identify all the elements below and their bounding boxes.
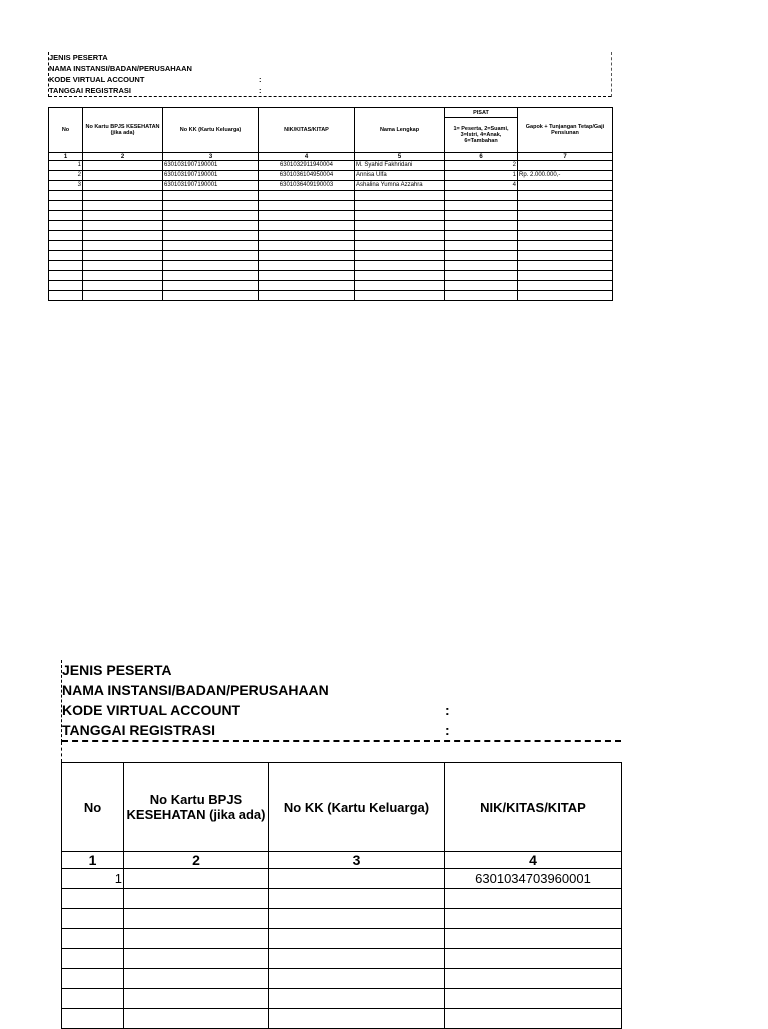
cell-nik: 6301036104950004: [259, 171, 355, 181]
cell-bpjs: [124, 869, 269, 889]
cell-nama: [355, 281, 445, 291]
col-header-kk: No KK (Kartu Keluarga): [163, 108, 259, 153]
cell-nik: [259, 211, 355, 221]
cell-nik: [259, 261, 355, 271]
cell-no: [49, 241, 83, 251]
cell-pisat: 2: [445, 161, 518, 171]
cell-bpjs: [83, 211, 163, 221]
cell-nik: 6301034703960001: [445, 869, 622, 889]
cell-pisat: [445, 271, 518, 281]
table-row: [62, 889, 622, 909]
cell-bpjs: [83, 171, 163, 181]
table-row: [49, 201, 613, 211]
cell-nik: [259, 251, 355, 261]
cell-gapok: [518, 191, 613, 201]
kode-va-row: [49, 74, 611, 85]
cell-nik: [259, 271, 355, 281]
table-row: [49, 221, 613, 231]
table-row: [62, 1009, 622, 1029]
col-header-bpjs: No Kartu BPJS KESEHATAN (jika ada): [124, 763, 269, 852]
tanggal-colon: :: [259, 86, 262, 95]
col-header-bpjs: No Kartu BPJS KESEHATAN (jika ada): [83, 108, 163, 153]
participant-table-large: [61, 762, 622, 1029]
cell-kk: [269, 1009, 445, 1029]
cell-kk: [163, 261, 259, 271]
cell-bpjs: [124, 909, 269, 929]
cell-no: 1: [62, 869, 124, 889]
cell-nik: [259, 241, 355, 251]
registration-form-large: [61, 660, 621, 1029]
cell-no: [62, 909, 124, 929]
cell-kk: [269, 869, 445, 889]
cell-nama: [355, 291, 445, 301]
kode-va-colon: :: [259, 75, 262, 84]
cell-nik: [259, 231, 355, 241]
cell-bpjs: [124, 889, 269, 909]
cell-gapok: [518, 201, 613, 211]
cell-bpjs: [124, 929, 269, 949]
col-header-gapok: Gapok + Tunjangan Tetap/Gaji Pensiunan: [518, 108, 613, 153]
cell-kk: [269, 989, 445, 1009]
cell-pisat: [445, 211, 518, 221]
cell-bpjs: [124, 989, 269, 1009]
col-header-no: No: [49, 108, 83, 153]
cell-bpjs: [83, 221, 163, 231]
cell-no: [49, 231, 83, 241]
table-row: [62, 969, 622, 989]
col-number: 5: [355, 153, 445, 161]
cell-nik: [445, 1009, 622, 1029]
col-number: 4: [445, 852, 622, 869]
nama-instansi-label: NAMA INSTANSI/BADAN/PERUSAHAAN: [62, 682, 329, 698]
cell-no: [49, 291, 83, 301]
cell-bpjs: [83, 191, 163, 201]
cell-gapok: [518, 291, 613, 301]
cell-pisat: [445, 241, 518, 251]
cell-kk: [163, 211, 259, 221]
cell-kk: [269, 949, 445, 969]
cell-kk: [163, 291, 259, 301]
cell-kk: [163, 191, 259, 201]
jenis-peserta-label: JENIS PESERTA: [49, 53, 108, 62]
cell-no: [62, 889, 124, 909]
cell-gapok: [518, 251, 613, 261]
cell-pisat: [445, 221, 518, 231]
cell-no: [49, 211, 83, 221]
table-row: [49, 241, 613, 251]
cell-bpjs: [83, 231, 163, 241]
cell-no: [49, 201, 83, 211]
cell-nik: [259, 201, 355, 211]
cell-bpjs: [83, 291, 163, 301]
cell-nama: Annisa Ulfa: [355, 171, 445, 181]
table-row: [49, 281, 613, 291]
column-number-row: [49, 153, 613, 161]
table-row: [49, 161, 613, 171]
cell-no: 2: [49, 171, 83, 181]
cell-kk: [269, 929, 445, 949]
cell-nik: 6301032911940004: [259, 161, 355, 171]
cell-bpjs: [83, 251, 163, 261]
cell-no: [49, 191, 83, 201]
cell-nama: [355, 251, 445, 261]
table-row: [49, 291, 613, 301]
cell-kk: [163, 271, 259, 281]
col-number: 2: [124, 852, 269, 869]
cell-no: [49, 221, 83, 231]
cell-gapok: Rp. 2.000.000,-: [518, 171, 613, 181]
table-row: [62, 929, 622, 949]
cell-bpjs: [83, 281, 163, 291]
tanggal-label: TANGGAI REGISTRASI: [62, 722, 215, 738]
col-header-nik: NIK/KITAS/KITAP: [259, 108, 355, 153]
col-header-no: No: [62, 763, 124, 852]
jenis-peserta-label: JENIS PESERTA: [62, 662, 172, 678]
tanggal-row: [49, 85, 611, 97]
cell-pisat: 1: [445, 171, 518, 181]
cell-pisat: [445, 291, 518, 301]
col-number: 3: [163, 153, 259, 161]
registration-form-small: [48, 52, 612, 301]
table-row: [62, 909, 622, 929]
col-number: 4: [259, 153, 355, 161]
cell-nama: [355, 231, 445, 241]
col-number: 7: [518, 153, 613, 161]
cell-bpjs: [124, 949, 269, 969]
cell-gapok: [518, 211, 613, 221]
cell-no: [49, 281, 83, 291]
form-header: [48, 52, 612, 97]
cell-kk: [269, 969, 445, 989]
cell-pisat: [445, 261, 518, 271]
cell-kk: 6301031907190001: [163, 171, 259, 181]
cell-pisat: 4: [445, 181, 518, 191]
cell-nama: [355, 261, 445, 271]
cell-nik: [259, 221, 355, 231]
table-row: [62, 869, 622, 889]
cell-pisat: [445, 231, 518, 241]
cell-nama: Ashalina Yumna Azzahra: [355, 181, 445, 191]
cell-no: [62, 949, 124, 969]
cell-gapok: [518, 181, 613, 191]
cell-bpjs: [83, 201, 163, 211]
col-number: 1: [62, 852, 124, 869]
table-row: [49, 191, 613, 201]
col-number: 3: [269, 852, 445, 869]
cell-kk: [163, 201, 259, 211]
cell-gapok: [518, 271, 613, 281]
cell-kk: 6301031907190001: [163, 161, 259, 171]
cell-nama: [355, 271, 445, 281]
cell-pisat: [445, 251, 518, 261]
cell-kk: [163, 221, 259, 231]
cell-bpjs: [124, 1009, 269, 1029]
cell-nik: 6301036409190003: [259, 181, 355, 191]
cell-nik: [445, 949, 622, 969]
table-row: [62, 989, 622, 1009]
cell-pisat: [445, 191, 518, 201]
cell-no: 1: [49, 161, 83, 171]
cell-nik: [445, 889, 622, 909]
cell-nama: [355, 241, 445, 251]
col-number: 1: [49, 153, 83, 161]
cell-no: 3: [49, 181, 83, 191]
cell-gapok: [518, 281, 613, 291]
cell-nama: [355, 191, 445, 201]
col-header-nik: NIK/KITAS/KITAP: [445, 763, 622, 852]
cell-pisat: [445, 281, 518, 291]
cell-bpjs: [83, 271, 163, 281]
cell-no: [62, 989, 124, 1009]
col-header-pisat: PISAT: [445, 108, 518, 118]
table-row: [49, 211, 613, 221]
tanggal-colon: :: [445, 722, 450, 738]
cell-bpjs: [83, 261, 163, 271]
col-header-kk: No KK (Kartu Keluarga): [269, 763, 445, 852]
cell-pisat: [445, 201, 518, 211]
kode-va-colon: :: [445, 702, 450, 718]
cell-gapok: [518, 261, 613, 271]
cell-nama: [355, 211, 445, 221]
kode-va-label: KODE VIRTUAL ACCOUNT: [49, 75, 145, 84]
cell-nama: M. Syahid Fakhridani: [355, 161, 445, 171]
cell-nik: [445, 989, 622, 1009]
cell-no: [49, 271, 83, 281]
table-row: [49, 171, 613, 181]
cell-nik: [445, 969, 622, 989]
cell-kk: [163, 241, 259, 251]
cell-kk: [269, 909, 445, 929]
kode-va-label: KODE VIRTUAL ACCOUNT: [62, 702, 241, 718]
cell-gapok: [518, 241, 613, 251]
cell-nama: [355, 221, 445, 231]
cell-nik: [445, 909, 622, 929]
col-number: 6: [445, 153, 518, 161]
cell-no: [49, 261, 83, 271]
cell-bpjs: [124, 969, 269, 989]
col-header-nama: Nama Lengkap: [355, 108, 445, 153]
cell-kk: [163, 251, 259, 261]
cell-no: [49, 251, 83, 261]
table-row: [49, 251, 613, 261]
table-row: [49, 261, 613, 271]
col-number: 2: [83, 153, 163, 161]
cell-bpjs: [83, 161, 163, 171]
cell-nik: [445, 929, 622, 949]
tanggal-label: TANGGAI REGISTRASI: [49, 86, 131, 95]
cell-no: [62, 929, 124, 949]
cell-kk: [163, 281, 259, 291]
cell-nik: [259, 281, 355, 291]
cell-bpjs: [83, 181, 163, 191]
cell-gapok: [518, 231, 613, 241]
cell-bpjs: [83, 241, 163, 251]
table-row: [49, 181, 613, 191]
tanggal-row: [62, 720, 621, 742]
cell-gapok: [518, 161, 613, 171]
table-row: [49, 231, 613, 241]
cell-no: [62, 1009, 124, 1029]
cell-gapok: [518, 221, 613, 231]
kode-va-row: [62, 700, 621, 720]
cell-kk: [163, 231, 259, 241]
col-header-pisat-desc: 1= Peserta, 2=Suami, 3=Istri, 4=Anak, 6=Tambahan: [445, 118, 518, 153]
form-header-large: [61, 660, 621, 742]
cell-nik: [259, 291, 355, 301]
cell-kk: 6301031907190001: [163, 181, 259, 191]
table-row: [49, 271, 613, 281]
cell-kk: [269, 889, 445, 909]
cell-nik: [259, 191, 355, 201]
cell-nama: [355, 201, 445, 211]
cell-no: [62, 969, 124, 989]
table-row: [62, 949, 622, 969]
column-number-row: [62, 852, 622, 869]
nama-instansi-label: NAMA INSTANSI/BADAN/PERUSAHAAN: [49, 64, 192, 73]
participant-table-small: [48, 107, 613, 301]
